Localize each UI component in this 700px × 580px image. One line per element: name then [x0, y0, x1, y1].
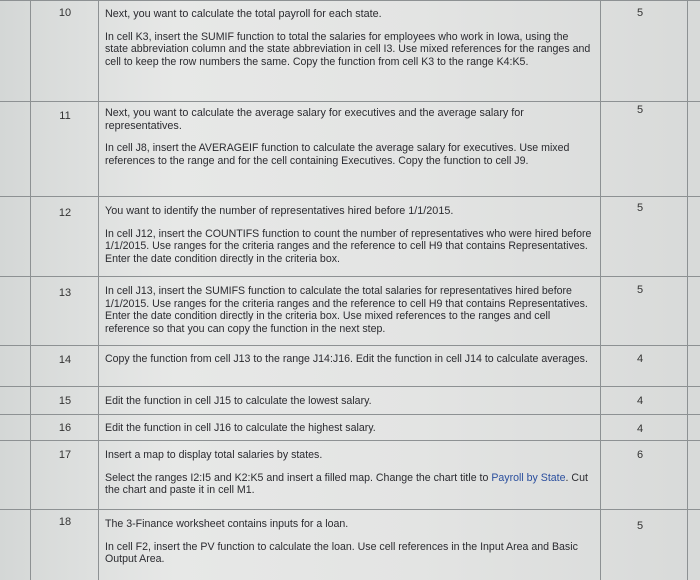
instruction-text: In cell J12, insert the COUNTIFS function to count the number of representatives who were hired before 1/1/2015. Use ranges for the criteria ranges and the reference to cell H9 that contains Representatives. Enter the date condition directly in the criteria box. — [105, 227, 592, 265]
step-number: 11 — [59, 110, 71, 122]
instruction-text: Insert a map to display total salaries by states. — [105, 449, 323, 461]
grid-line — [0, 101, 700, 102]
step-points: 5 — [636, 284, 644, 296]
step-points: 5 — [636, 104, 644, 116]
step-instructions — [105, 8, 593, 68]
step-number: 18 — [58, 516, 72, 528]
instruction-text: You want to identify the number of representatives hired before 1/1/2015. — [105, 205, 454, 217]
grid-line — [0, 196, 700, 197]
step-number: 14 — [58, 354, 72, 366]
instruction-text — [105, 472, 593, 497]
instruction-text: The 3-Finance worksheet contains inputs for a loan. — [105, 518, 349, 530]
step-points: 6 — [636, 449, 644, 461]
instruction-text: Next, you want to calculate the total payroll for each state. — [105, 8, 382, 20]
grid-line — [0, 0, 700, 1]
grid-line — [0, 345, 700, 346]
step-number: 10 — [58, 7, 72, 19]
step-number: 16 — [58, 422, 72, 434]
instruction-text: In cell J13, insert the SUMIFS function to calculate the total salaries for representatives hired before 1/1/2015. Use ranges for the criteria ranges and the reference to cell H9 that contains Representatives. Enter the date condition directly in the criteria box. Use mixed references to the ranges and cell reference so that you can copy the function in the next step. — [105, 285, 588, 335]
step-instructions — [105, 518, 593, 566]
step-number: 13 — [58, 287, 72, 299]
step-points: 5 — [636, 520, 644, 532]
instruction-text: In cell K3, insert the SUMIF function to total the salaries for employees who work in Iowa, using the state abbreviation column and the state abbreviation in cell I3. Use mixed references for the ranges and cell to keep the row numbers the same. Copy the function from cell K3 to the range K4:K5. — [105, 30, 591, 68]
grid-line — [0, 509, 700, 510]
instruction-text: In cell J8, insert the AVERAGEIF function to calculate the average salary for executives. Use mixed references to the range and for the cell containing Executives. Copy the function to cell J9. — [105, 142, 570, 167]
grid-line — [600, 0, 601, 580]
grid-line — [0, 440, 700, 441]
step-instructions — [105, 107, 593, 167]
step-number: 15 — [58, 395, 72, 407]
step-instructions — [105, 395, 593, 408]
step-instructions — [105, 205, 593, 265]
step-number: 12 — [58, 207, 72, 219]
chart-title-highlight: Payroll by State — [491, 471, 566, 484]
step-instructions — [105, 353, 593, 366]
step-number: 17 — [58, 449, 72, 461]
grid-line — [0, 386, 700, 387]
instruction-text: Next, you want to calculate the average salary for executives and the average salary for representatives. — [105, 107, 524, 132]
step-instructions — [105, 422, 593, 435]
grid-line — [687, 0, 688, 580]
step-points: 5 — [636, 7, 644, 19]
step-points: 4 — [636, 423, 644, 435]
grid-line — [0, 276, 700, 277]
instruction-text: Edit the function in cell J16 to calculate the highest salary. — [105, 422, 376, 434]
grid-line — [30, 0, 31, 580]
step-points: 4 — [636, 353, 644, 365]
grid-line — [98, 0, 99, 580]
step-instructions — [105, 449, 593, 497]
instruction-text-part: . Cut the chart and paste it in cell M1. — [105, 471, 588, 497]
instruction-text: In cell F2, insert the PV function to calculate the loan. Use cell references in the Input Area and Basic Output Area. — [105, 540, 578, 566]
grid-line — [0, 414, 700, 415]
instruction-text-part: Select the ranges I2:I5 and K2:K5 and insert a filled map. Change the chart title to — [105, 471, 492, 484]
step-points: 5 — [636, 202, 644, 214]
instruction-text: Edit the function in cell J15 to calculate the lowest salary. — [105, 395, 372, 407]
step-points: 4 — [636, 395, 644, 407]
step-instructions — [105, 285, 593, 335]
instruction-text: Copy the function from cell J13 to the range J14:J16. Edit the function in cell J14 to calculate averages. — [105, 353, 588, 365]
